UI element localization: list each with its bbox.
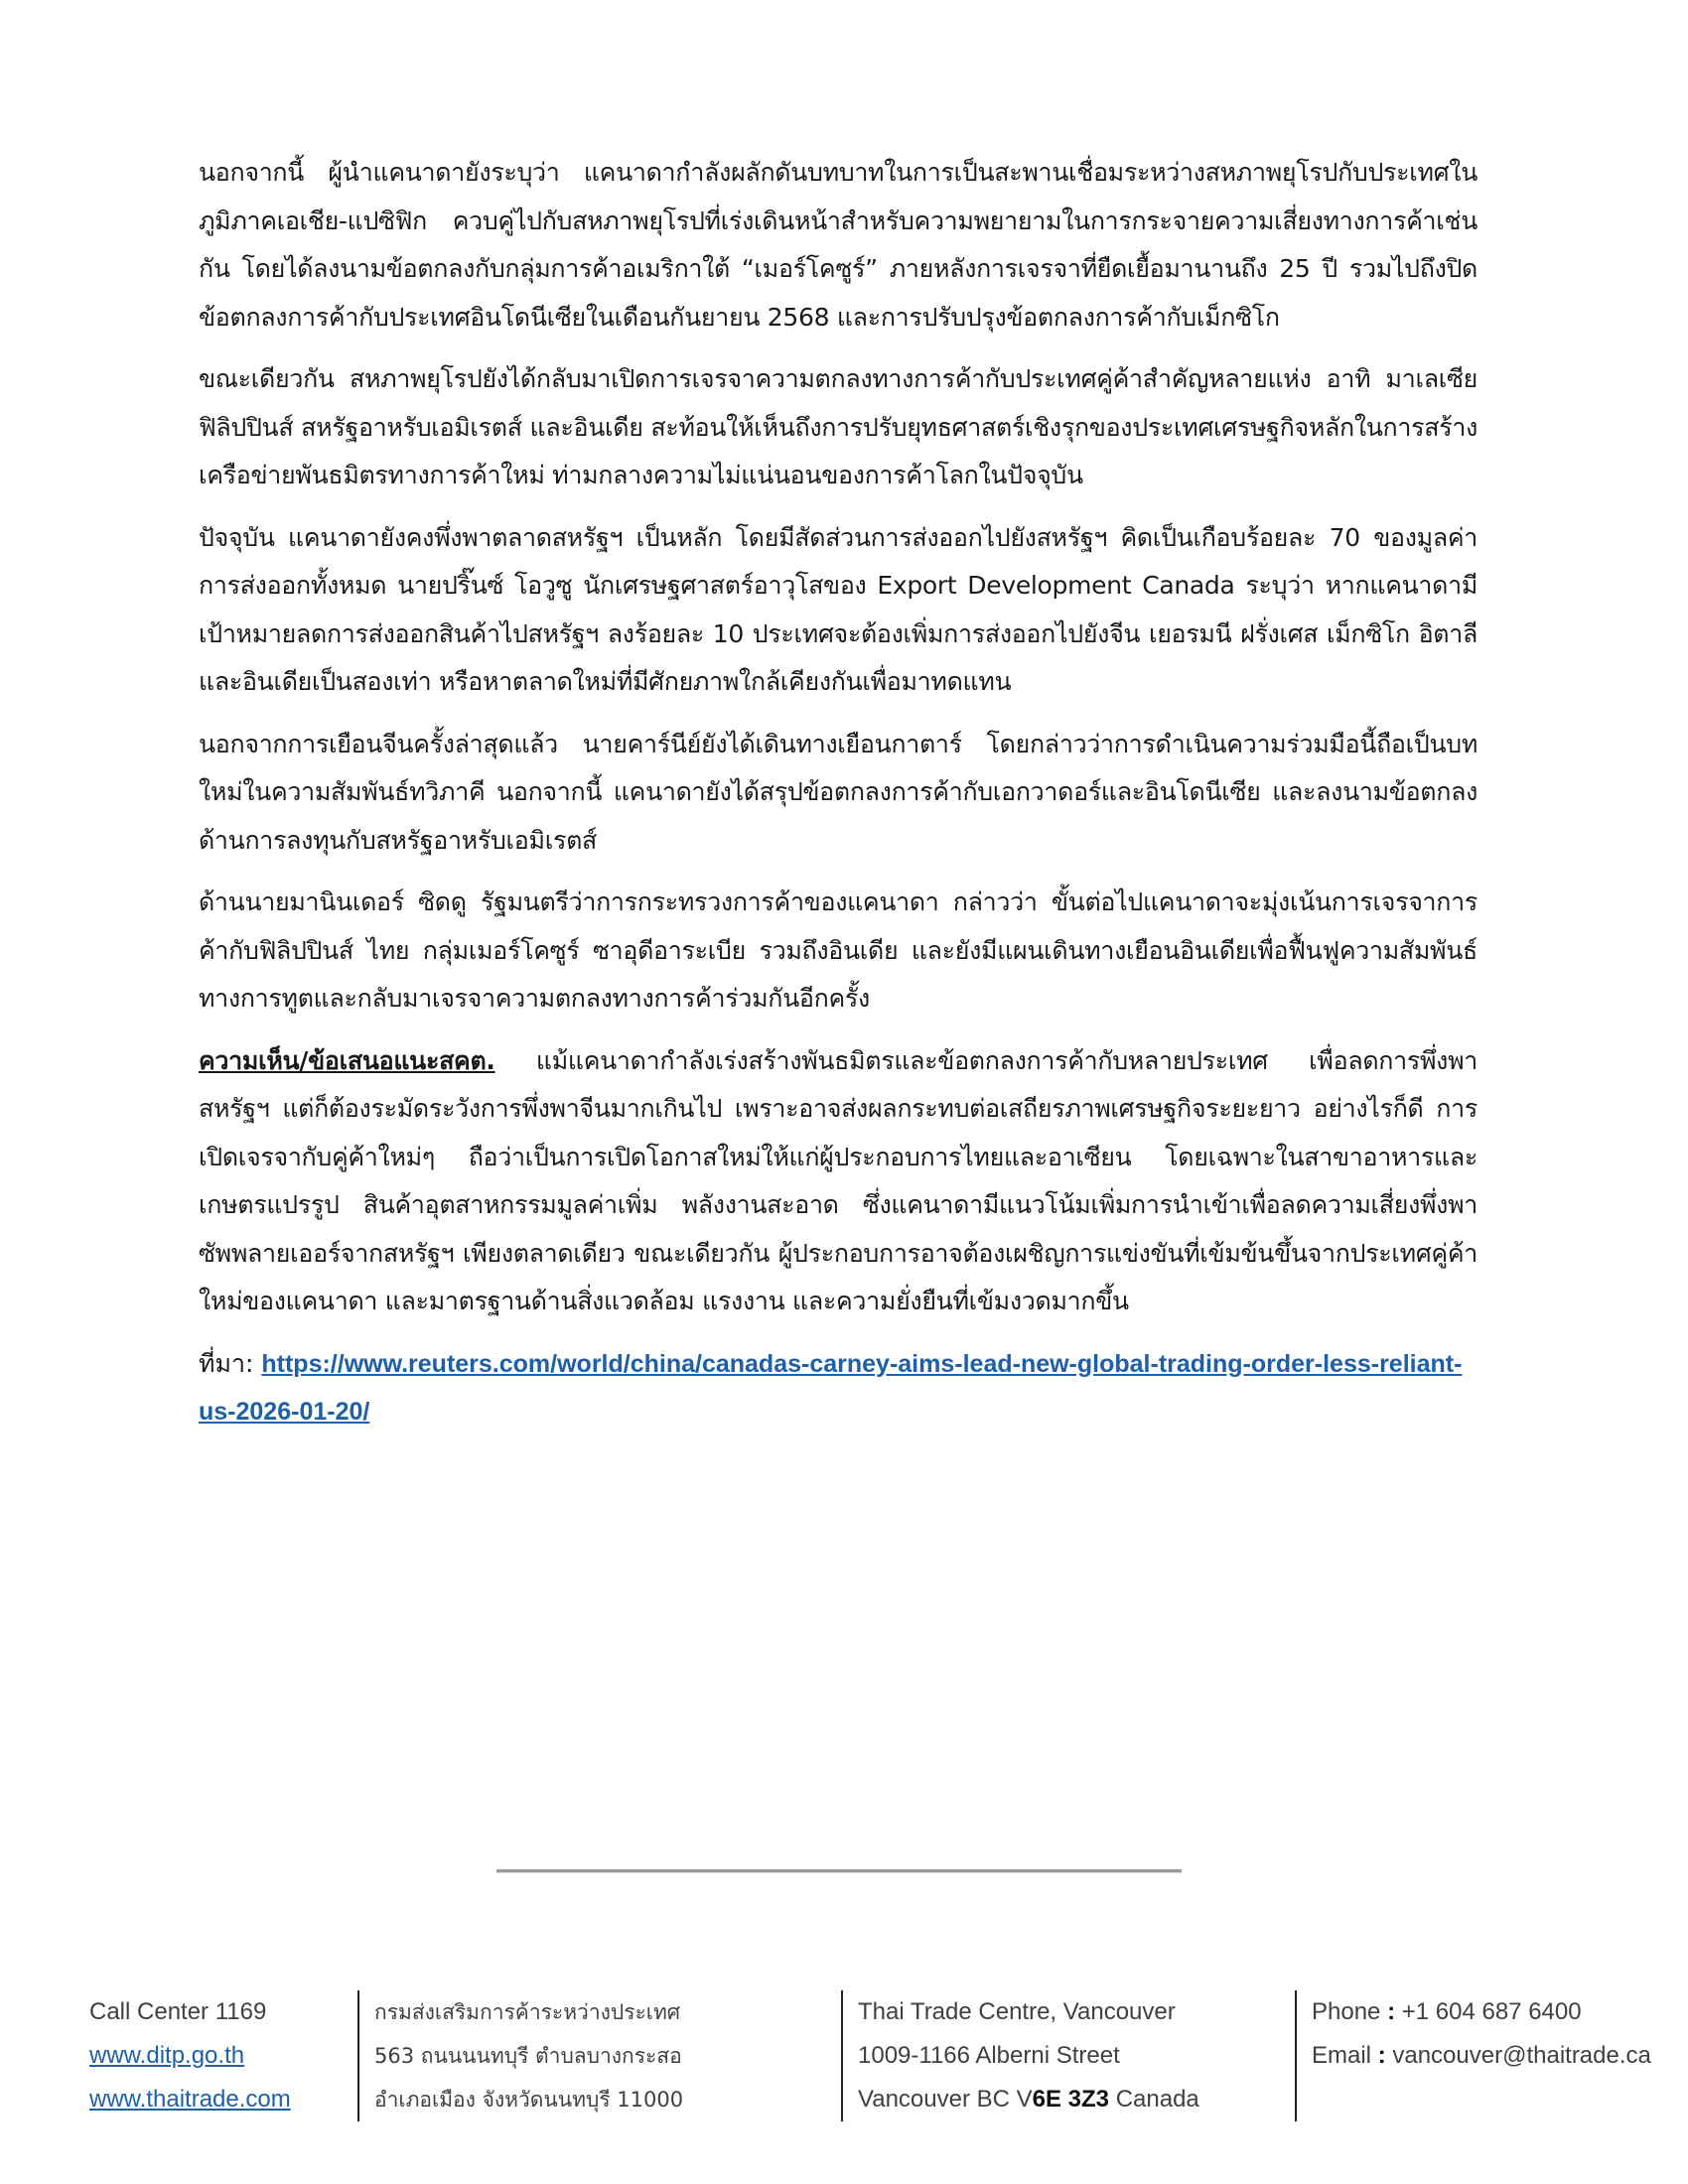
office-street: 1009-1166 Alberni Street (858, 2042, 1120, 2069)
paragraph-3: ปัจจุบัน แคนาดายังคงพึ่งพาตลาดสหรัฐฯ เป็นหลัก โดยมีสัดส่วนการส่งออกไปยังสหรัฐฯ คิดเป็นเกือบร้อยละ 70 ของมูลค่าการส่งออกทั้งหมด นายปริ๊นซ์ โอวูซู นักเศรษฐศาสตร์อาวุโสของ Export Development Canada ระบุว่า หากแคนาดามีเป้าหมายลดการส่งออกสินค้าไปสหรัฐฯ ลงร้อยละ 10 ประเทศจะต้องเพิ่มการส่งออกไปยังจีน เยอรมนี ฝรั่งเศส เม็กซิโก อิตาลี และอินเดียเป็นสองเท่า หรือหาตลาดใหม่ที่มีศักยภาพใกล้เคียงกันเพื่อมาทดแทน (199, 522, 1477, 696)
paragraph-1: นอกจากนี้ ผู้นำแคนาดายังระบุว่า แคนาดากำลังผลักดันบทบาทในการเป็นสะพานเชื่อมระหว่างสหภาพยุโรปกับประเทศในภูมิภาคเอเชีย-แปซิฟิก ควบคู่ไปกับสหภาพยุโรปที่เร่งเดินหน้าสำหรับความพยายามในการกระจายความเสี่ยงทางการค้าเช่นกัน โดยได้ลงนามข้อตกลงกับกลุ่มการค้าอเมริกาใต้ “เมอร์โคซูร์” ภายหลังการเจรจาที่ยืดเยื้อมานานถึง 25 ปี รวมไปถึงปิดข้อตกลงการค้ากับประเทศอินโดนีเซียในเดือนกันยายน 2568 และการปรับปรุงข้อตกลงการค้ากับเม็กซิโก (199, 158, 1477, 332)
opinion-paragraph (199, 1037, 1477, 1326)
ditp-link[interactable]: www.ditp.go.th (89, 2042, 245, 2069)
source-label: ที่มา: (199, 1348, 262, 1378)
thaitrade-link[interactable]: www.thaitrade.com (89, 2086, 291, 2113)
office-city: Vancouver BC V6E 3Z3 Canada (858, 2086, 1199, 2113)
footer-contact-column (89, 1990, 357, 2121)
footer (89, 1990, 1688, 2121)
paragraph-2: ขณะเดียวกัน สหภาพยุโรปยังได้กลับมาเปิดการเจรจาความตกลงทางการค้ากับประเทศคู่ค้าสำคัญหลายแห่ง อาทิ มาเลเซีย ฟิลิปปินส์ สหรัฐอาหรับเอมิเรตส์ และอินเดีย สะท้อนให้เห็นถึงการปรับยุทธศาสตร์เชิงรุกของประเทศเศรษฐกิจหลักในการสร้างเครือข่ายพันธมิตรทางการค้าใหม่ ท่ามกลางความไม่แน่นอนของการค้าโลกในปัจจุบัน (199, 364, 1477, 489)
call-center: Call Center 1169 (89, 1998, 267, 2025)
email-address: vancouver@thaitrade.ca (1385, 2042, 1651, 2069)
opinion-text: แม้แคนาดากำลังเร่งสร้างพันธมิตรและข้อตกลงการค้ากับหลายประเทศ เพื่อลดการพึ่งพาสหรัฐฯ แต่ก็ต้องระมัดระวังการพึ่งพาจีนมากเกินไป เพราะอาจส่งผลกระทบต่อเสถียรภาพเศรษฐกิจระยะยาว อย่างไรก็ดี การเปิดเจรจากับคู่ค้าใหม่ๆ ถือว่าเป็นการเปิดโอกาสใหม่ให้แก่ผู้ประกอบการไทยและอาเซียน โดยเฉพาะในสาขาอาหารและเกษตรแปรรูป สินค้าอุตสาหกรรมมูลค่าเพิ่ม พลังงานสะอาด ซึ่งแคนาดามีแนวโน้มเพิ่มการนำเข้าเพื่อลดความเสี่ยงพึ่งพาซัพพลายเออร์จากสหรัฐฯ เพียงตลาดเดียว ขณะเดียวกัน ผู้ประกอบการอาจต้องเผชิญการแข่งขันที่เข้มข้นขึ้นจากประเทศคู่ค้าใหม่ของแคนาดา และมาตรฐานด้านสิ่งแวดล้อม แรงงาน และความยั่งยืนที่เข้มงวดมากขึ้น (199, 1045, 1477, 1315)
footer-vancouver-address (841, 1990, 1295, 2121)
footer-phone-email (1295, 1990, 1688, 2121)
ditp-address-line2: อำเภอเมือง จังหวัดนนทบุรี 11000 (374, 2088, 684, 2112)
source-line (199, 1340, 1477, 1435)
opinion-label: ความเห็น/ข้อเสนอแนะสคต. (199, 1045, 495, 1075)
phone-line: Phone : +1 604 687 6400 (1312, 1998, 1582, 2025)
ditp-address-line1: 563 ถนนนนทบุรี ตำบลบางกระสอ (374, 2044, 682, 2068)
email-line: Email : vancouver@thaitrade.ca (1312, 2042, 1651, 2069)
footer-ditp-address (357, 1990, 841, 2121)
postal-code: 6E 3Z3 (1032, 2086, 1110, 2113)
office-name: Thai Trade Centre, Vancouver (858, 1998, 1176, 2025)
paragraph-4: นอกจากการเยือนจีนครั้งล่าสุดแล้ว นายคาร์นีย์ยังได้เดินทางเยือนกาตาร์ โดยกล่าวว่าการดำเนินความร่วมมือนี้ถือเป็นบทใหม่ในความสัมพันธ์ทวิภาคี นอกจากนี้ แคนาดายังได้สรุปข้อตกลงการค้ากับเอกวาดอร์และอินโดนีเซีย และลงนามข้อตกลงด้านการลงทุนกับสหรัฐอาหรับเอมิเรตส์ (199, 729, 1477, 855)
paragraph-5: ด้านนายมานินเดอร์ ซิดดู รัฐมนตรีว่าการกระทรวงการค้าของแคนาดา กล่าวว่า ขั้นต่อไปแคนาดาจะมุ่งเน้นการเจรจาการค้ากับฟิลิปปินส์ ไทย กลุ่มเมอร์โคซูร์ ซาอุดีอาระเบีย รวมถึงอินเดีย และยังมีแผนเดินทางเยือนอินเดียเพื่อฟื้นฟูความสัมพันธ์ทางการทูตและกลับมาเจรจาความตกลงทางการค้าร่วมกันอีกครั้ง (199, 887, 1477, 1013)
horizontal-divider (496, 1869, 1182, 1873)
phone-number: +1 604 687 6400 (1395, 1998, 1582, 2025)
ditp-name: กรมส่งเสริมการค้าระหว่างประเทศ (374, 2000, 681, 2024)
source-link[interactable]: https://www.reuters.com/world/china/canadas-carney-aims-lead-new-global-trading-order-less-reliant-us-2026-01-20/ (199, 1349, 1463, 1426)
article-body (199, 149, 1477, 1435)
